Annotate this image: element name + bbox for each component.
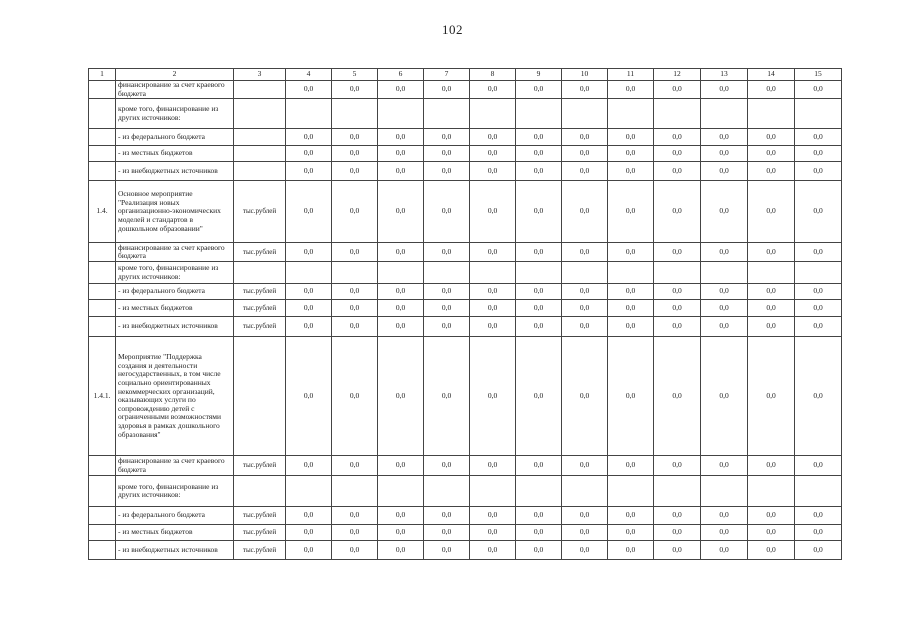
value-cell: 0,0 — [424, 284, 470, 300]
value-cell — [332, 476, 378, 507]
row-name-cell: - из внебюджетных источников — [116, 317, 234, 337]
row-name-cell: финансирование за счет краевого бюджета — [116, 243, 234, 262]
value-cell — [286, 262, 332, 284]
value-cell: 0,0 — [332, 541, 378, 560]
value-cell: 0,0 — [562, 541, 608, 560]
row-unit-cell: тыс.рублей — [234, 243, 286, 262]
value-cell: 0,0 — [516, 525, 562, 541]
value-cell — [654, 476, 701, 507]
value-cell: 0,0 — [795, 81, 842, 99]
value-cell: 0,0 — [701, 129, 748, 146]
value-cell: 0,0 — [608, 300, 654, 317]
value-cell: 0,0 — [562, 81, 608, 99]
value-cell: 0,0 — [516, 541, 562, 560]
value-cell: 0,0 — [332, 317, 378, 337]
value-cell: 0,0 — [654, 541, 701, 560]
value-cell: 0,0 — [608, 525, 654, 541]
value-cell: 0,0 — [424, 525, 470, 541]
row-name-cell: - из внебюджетных источников — [116, 541, 234, 560]
value-cell — [516, 99, 562, 129]
value-cell: 0,0 — [562, 456, 608, 476]
row-name-cell: - из федерального бюджета — [116, 507, 234, 525]
value-cell: 0,0 — [470, 337, 516, 456]
row-name-cell: - из местных бюджетов — [116, 300, 234, 317]
column-header: 13 — [701, 69, 748, 81]
column-header: 7 — [424, 69, 470, 81]
column-header: 3 — [234, 69, 286, 81]
value-cell: 0,0 — [424, 456, 470, 476]
value-cell: 0,0 — [795, 525, 842, 541]
value-cell: 0,0 — [701, 162, 748, 181]
row-unit-cell: тыс.рублей — [234, 284, 286, 300]
value-cell: 0,0 — [332, 525, 378, 541]
value-cell: 0,0 — [516, 317, 562, 337]
value-cell: 0,0 — [795, 337, 842, 456]
row-name-cell: - из местных бюджетов — [116, 146, 234, 162]
table-row — [89, 162, 842, 181]
value-cell: 0,0 — [562, 317, 608, 337]
value-cell: 0,0 — [378, 129, 424, 146]
value-cell: 0,0 — [286, 337, 332, 456]
value-cell: 0,0 — [795, 146, 842, 162]
value-cell: 0,0 — [748, 162, 795, 181]
value-cell: 0,0 — [470, 541, 516, 560]
value-cell: 0,0 — [378, 162, 424, 181]
row-code-cell — [89, 541, 116, 560]
value-cell: 0,0 — [562, 337, 608, 456]
value-cell — [286, 99, 332, 129]
column-header: 9 — [516, 69, 562, 81]
value-cell: 0,0 — [286, 81, 332, 99]
row-unit-cell: тыс.рублей — [234, 525, 286, 541]
table-row — [89, 146, 842, 162]
value-cell: 0,0 — [562, 146, 608, 162]
column-header: 1 — [89, 69, 116, 81]
value-cell — [608, 262, 654, 284]
value-cell: 0,0 — [286, 456, 332, 476]
header-row — [89, 69, 842, 81]
value-cell — [748, 262, 795, 284]
value-cell: 0,0 — [654, 300, 701, 317]
table-row — [89, 507, 842, 525]
column-header: 8 — [470, 69, 516, 81]
value-cell — [654, 99, 701, 129]
table-row — [89, 541, 842, 560]
value-cell: 0,0 — [748, 541, 795, 560]
value-cell: 0,0 — [701, 541, 748, 560]
value-cell: 0,0 — [332, 181, 378, 243]
column-header: 14 — [748, 69, 795, 81]
row-code-cell — [89, 317, 116, 337]
value-cell — [701, 476, 748, 507]
value-cell: 0,0 — [424, 162, 470, 181]
column-header: 11 — [608, 69, 654, 81]
row-unit-cell: тыс.рублей — [234, 507, 286, 525]
row-name-cell: Мероприятие "Поддержка создания и деятельности негосударственных, в том числе социально ориентированных некоммерческих организаций, оказывающих услуги по сопровождению детей с ограниченными возможностями здоровья в рамках дошкольного образования" — [116, 337, 234, 456]
value-cell: 0,0 — [286, 146, 332, 162]
column-header: 2 — [116, 69, 234, 81]
value-cell: 0,0 — [470, 300, 516, 317]
value-cell — [748, 476, 795, 507]
row-unit-cell: тыс.рублей — [234, 456, 286, 476]
value-cell — [424, 262, 470, 284]
row-code-cell — [89, 300, 116, 317]
value-cell — [608, 99, 654, 129]
value-cell: 0,0 — [286, 300, 332, 317]
value-cell: 0,0 — [654, 337, 701, 456]
value-cell: 0,0 — [748, 317, 795, 337]
row-code-cell — [89, 507, 116, 525]
row-unit-cell: тыс.рублей — [234, 181, 286, 243]
row-name-cell: кроме того, финансирование из других источников: — [116, 99, 234, 129]
value-cell: 0,0 — [332, 81, 378, 99]
value-cell: 0,0 — [795, 507, 842, 525]
value-cell: 0,0 — [701, 456, 748, 476]
value-cell — [562, 99, 608, 129]
value-cell: 0,0 — [332, 146, 378, 162]
value-cell: 0,0 — [286, 181, 332, 243]
value-cell: 0,0 — [654, 317, 701, 337]
value-cell: 0,0 — [748, 81, 795, 99]
value-cell: 0,0 — [516, 337, 562, 456]
value-cell: 0,0 — [608, 146, 654, 162]
row-unit-cell — [234, 476, 286, 507]
value-cell: 0,0 — [654, 456, 701, 476]
value-cell: 0,0 — [701, 525, 748, 541]
value-cell — [286, 476, 332, 507]
value-cell: 0,0 — [748, 456, 795, 476]
column-header: 15 — [795, 69, 842, 81]
value-cell: 0,0 — [654, 146, 701, 162]
value-cell: 0,0 — [608, 129, 654, 146]
value-cell: 0,0 — [654, 162, 701, 181]
page-number: 102 — [442, 22, 463, 37]
value-cell — [378, 476, 424, 507]
column-header: 6 — [378, 69, 424, 81]
value-cell: 0,0 — [608, 81, 654, 99]
row-name-cell: - из внебюджетных источников — [116, 162, 234, 181]
value-cell: 0,0 — [286, 317, 332, 337]
value-cell: 0,0 — [748, 146, 795, 162]
value-cell — [562, 476, 608, 507]
value-cell — [332, 99, 378, 129]
value-cell: 0,0 — [332, 337, 378, 456]
value-cell: 0,0 — [701, 284, 748, 300]
value-cell: 0,0 — [516, 507, 562, 525]
value-cell: 0,0 — [424, 146, 470, 162]
value-cell: 0,0 — [516, 81, 562, 99]
value-cell: 0,0 — [701, 81, 748, 99]
value-cell: 0,0 — [378, 456, 424, 476]
table-row — [89, 337, 842, 456]
value-cell: 0,0 — [516, 129, 562, 146]
value-cell: 0,0 — [608, 162, 654, 181]
value-cell: 0,0 — [516, 456, 562, 476]
value-cell — [516, 476, 562, 507]
value-cell: 0,0 — [562, 243, 608, 262]
value-cell: 0,0 — [701, 146, 748, 162]
value-cell: 0,0 — [654, 181, 701, 243]
table-row — [89, 81, 842, 99]
value-cell: 0,0 — [654, 243, 701, 262]
value-cell — [378, 99, 424, 129]
value-cell — [470, 99, 516, 129]
value-cell: 0,0 — [378, 146, 424, 162]
value-cell: 0,0 — [424, 317, 470, 337]
row-unit-cell — [234, 129, 286, 146]
value-cell: 0,0 — [424, 337, 470, 456]
row-code-cell — [89, 162, 116, 181]
value-cell: 0,0 — [470, 284, 516, 300]
value-cell: 0,0 — [286, 243, 332, 262]
row-name-cell: кроме того, финансирование из других источников: — [116, 476, 234, 507]
value-cell: 0,0 — [378, 300, 424, 317]
value-cell: 0,0 — [378, 181, 424, 243]
value-cell: 0,0 — [654, 129, 701, 146]
value-cell: 0,0 — [562, 129, 608, 146]
value-cell: 0,0 — [332, 243, 378, 262]
value-cell: 0,0 — [332, 129, 378, 146]
value-cell: 0,0 — [701, 300, 748, 317]
value-cell: 0,0 — [378, 541, 424, 560]
value-cell: 0,0 — [701, 243, 748, 262]
value-cell: 0,0 — [378, 337, 424, 456]
value-cell: 0,0 — [516, 162, 562, 181]
value-cell: 0,0 — [748, 337, 795, 456]
value-cell: 0,0 — [654, 507, 701, 525]
value-cell: 0,0 — [748, 129, 795, 146]
value-cell: 0,0 — [701, 507, 748, 525]
value-cell: 0,0 — [701, 317, 748, 337]
value-cell: 0,0 — [378, 317, 424, 337]
value-cell: 0,0 — [516, 300, 562, 317]
value-cell: 0,0 — [286, 541, 332, 560]
value-cell: 0,0 — [470, 146, 516, 162]
value-cell: 0,0 — [701, 181, 748, 243]
value-cell: 0,0 — [286, 284, 332, 300]
value-cell — [795, 262, 842, 284]
value-cell — [332, 262, 378, 284]
row-name-cell: - из местных бюджетов — [116, 525, 234, 541]
row-code-cell — [89, 525, 116, 541]
value-cell: 0,0 — [378, 507, 424, 525]
table-row — [89, 99, 842, 129]
row-code-cell — [89, 146, 116, 162]
value-cell: 0,0 — [332, 507, 378, 525]
row-unit-cell: тыс.рублей — [234, 300, 286, 317]
row-unit-cell — [234, 99, 286, 129]
column-header: 4 — [286, 69, 332, 81]
value-cell: 0,0 — [701, 337, 748, 456]
value-cell: 0,0 — [424, 81, 470, 99]
value-cell — [424, 476, 470, 507]
row-code-cell: 1.4.1. — [89, 337, 116, 456]
budget-table — [88, 68, 842, 560]
value-cell: 0,0 — [748, 243, 795, 262]
value-cell: 0,0 — [470, 181, 516, 243]
row-unit-cell — [234, 337, 286, 456]
value-cell: 0,0 — [608, 181, 654, 243]
value-cell: 0,0 — [286, 162, 332, 181]
row-code-cell — [89, 456, 116, 476]
row-code-cell — [89, 476, 116, 507]
value-cell: 0,0 — [332, 284, 378, 300]
value-cell: 0,0 — [332, 456, 378, 476]
value-cell: 0,0 — [795, 317, 842, 337]
value-cell — [701, 99, 748, 129]
value-cell — [516, 262, 562, 284]
value-cell: 0,0 — [748, 300, 795, 317]
table-row — [89, 129, 842, 146]
row-name-cell: - из федерального бюджета — [116, 284, 234, 300]
value-cell: 0,0 — [562, 525, 608, 541]
row-name-cell: финансирование за счет краевого бюджета — [116, 456, 234, 476]
value-cell: 0,0 — [470, 129, 516, 146]
row-code-cell — [89, 99, 116, 129]
value-cell — [748, 99, 795, 129]
value-cell: 0,0 — [562, 300, 608, 317]
value-cell: 0,0 — [286, 129, 332, 146]
value-cell: 0,0 — [424, 507, 470, 525]
value-cell: 0,0 — [608, 317, 654, 337]
value-cell: 0,0 — [795, 181, 842, 243]
value-cell: 0,0 — [795, 541, 842, 560]
value-cell: 0,0 — [516, 243, 562, 262]
value-cell: 0,0 — [795, 300, 842, 317]
table-row — [89, 317, 842, 337]
value-cell: 0,0 — [608, 456, 654, 476]
value-cell — [654, 262, 701, 284]
value-cell: 0,0 — [562, 181, 608, 243]
value-cell: 0,0 — [424, 243, 470, 262]
value-cell: 0,0 — [608, 243, 654, 262]
row-unit-cell: тыс.рублей — [234, 317, 286, 337]
column-header: 5 — [332, 69, 378, 81]
value-cell: 0,0 — [332, 300, 378, 317]
value-cell — [562, 262, 608, 284]
value-cell — [424, 99, 470, 129]
value-cell: 0,0 — [654, 525, 701, 541]
table-row — [89, 262, 842, 284]
value-cell — [470, 262, 516, 284]
value-cell: 0,0 — [608, 541, 654, 560]
column-header: 10 — [562, 69, 608, 81]
row-unit-cell — [234, 262, 286, 284]
row-unit-cell — [234, 146, 286, 162]
value-cell: 0,0 — [795, 284, 842, 300]
value-cell: 0,0 — [470, 243, 516, 262]
value-cell — [378, 262, 424, 284]
table-row — [89, 284, 842, 300]
value-cell: 0,0 — [516, 146, 562, 162]
row-code-cell — [89, 284, 116, 300]
value-cell: 0,0 — [795, 243, 842, 262]
value-cell: 0,0 — [562, 284, 608, 300]
value-cell: 0,0 — [748, 525, 795, 541]
table-row — [89, 525, 842, 541]
value-cell: 0,0 — [562, 507, 608, 525]
row-code-cell — [89, 262, 116, 284]
value-cell: 0,0 — [748, 181, 795, 243]
value-cell: 0,0 — [608, 337, 654, 456]
value-cell: 0,0 — [470, 81, 516, 99]
table-row — [89, 243, 842, 262]
value-cell: 0,0 — [516, 284, 562, 300]
value-cell: 0,0 — [424, 181, 470, 243]
value-cell: 0,0 — [378, 284, 424, 300]
value-cell: 0,0 — [470, 507, 516, 525]
value-cell — [795, 99, 842, 129]
value-cell: 0,0 — [516, 181, 562, 243]
row-code-cell — [89, 81, 116, 99]
value-cell: 0,0 — [424, 129, 470, 146]
value-cell: 0,0 — [424, 300, 470, 317]
value-cell: 0,0 — [470, 162, 516, 181]
row-unit-cell — [234, 81, 286, 99]
value-cell: 0,0 — [286, 507, 332, 525]
value-cell: 0,0 — [654, 284, 701, 300]
value-cell: 0,0 — [378, 81, 424, 99]
row-code-cell — [89, 243, 116, 262]
value-cell: 0,0 — [470, 456, 516, 476]
value-cell: 0,0 — [424, 541, 470, 560]
row-name-cell: финансирование за счет краевого бюджета — [116, 81, 234, 99]
row-unit-cell — [234, 162, 286, 181]
value-cell: 0,0 — [608, 284, 654, 300]
row-name-cell: - из федерального бюджета — [116, 129, 234, 146]
row-name-cell: Основное мероприятие "Реализация новых организационно-экономических моделей и стандартов в дошкольном образовании" — [116, 181, 234, 243]
value-cell — [608, 476, 654, 507]
value-cell: 0,0 — [748, 284, 795, 300]
value-cell — [470, 476, 516, 507]
value-cell: 0,0 — [470, 317, 516, 337]
value-cell: 0,0 — [795, 456, 842, 476]
value-cell: 0,0 — [378, 243, 424, 262]
value-cell: 0,0 — [608, 507, 654, 525]
table-body — [89, 81, 842, 560]
value-cell: 0,0 — [470, 525, 516, 541]
value-cell: 0,0 — [378, 525, 424, 541]
table-row — [89, 181, 842, 243]
table-row — [89, 300, 842, 317]
value-cell: 0,0 — [748, 507, 795, 525]
value-cell: 0,0 — [286, 525, 332, 541]
value-cell — [795, 476, 842, 507]
column-header: 12 — [654, 69, 701, 81]
value-cell: 0,0 — [795, 162, 842, 181]
value-cell — [701, 262, 748, 284]
value-cell: 0,0 — [562, 162, 608, 181]
table-row — [89, 476, 842, 507]
value-cell: 0,0 — [654, 81, 701, 99]
value-cell: 0,0 — [795, 129, 842, 146]
row-name-cell: кроме того, финансирование из других источников: — [116, 262, 234, 284]
row-unit-cell: тыс.рублей — [234, 541, 286, 560]
row-code-cell: 1.4. — [89, 181, 116, 243]
value-cell: 0,0 — [332, 162, 378, 181]
table-row — [89, 456, 842, 476]
row-code-cell — [89, 129, 116, 146]
